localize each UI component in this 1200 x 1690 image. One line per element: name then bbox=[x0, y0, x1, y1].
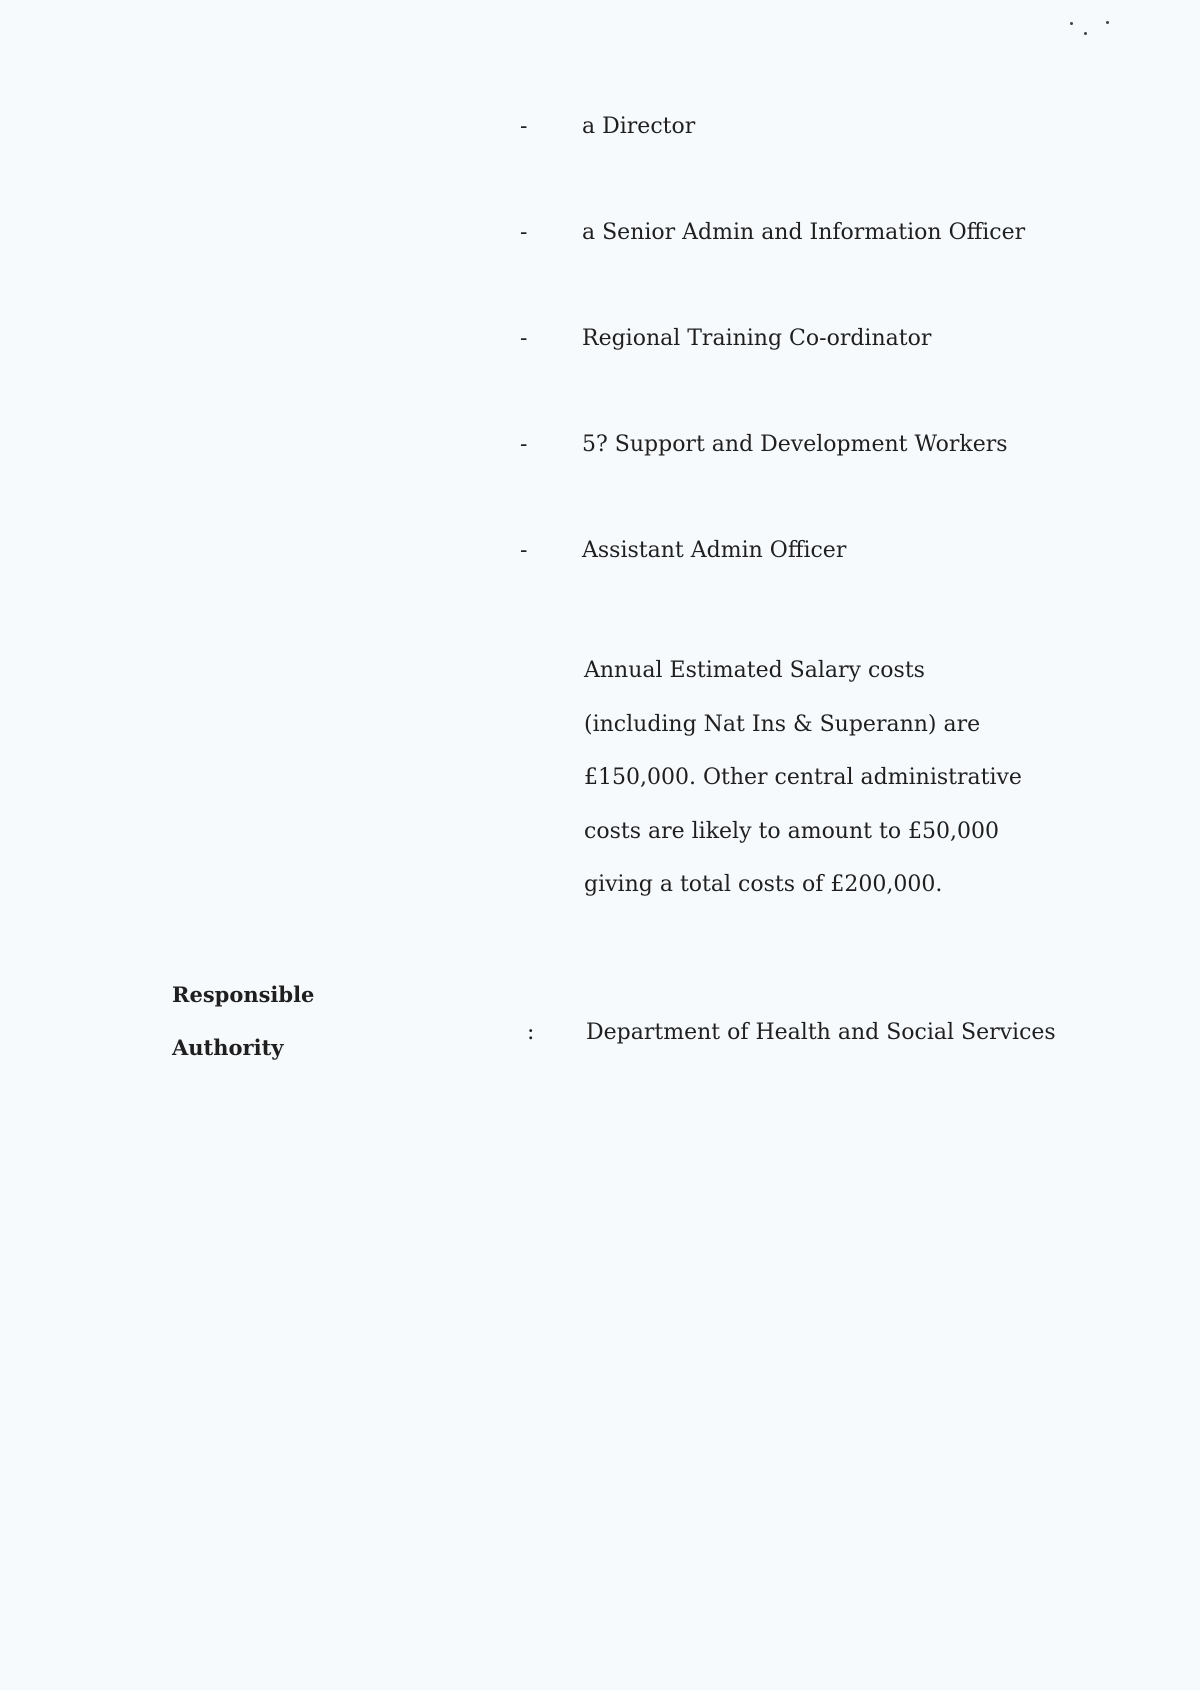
responsible-authority-value: Department of Health and Social Services bbox=[586, 1020, 1056, 1045]
staff-role: a Senior Admin and Information Officer bbox=[582, 220, 1026, 245]
label-line: Authority bbox=[172, 1035, 284, 1060]
staff-role: 5? Support and Development Workers bbox=[582, 432, 1008, 457]
cost-line: costs are likely to amount to £50,000 bbox=[584, 818, 1000, 844]
cost-line: (including Nat Ins & Superann) are bbox=[584, 711, 981, 737]
speck bbox=[1084, 32, 1087, 35]
cost-line: £150,000. Other central administrative bbox=[584, 765, 1022, 790]
responsible-authority-label bbox=[172, 968, 314, 1074]
list-dash: - bbox=[520, 326, 528, 351]
list-dash: - bbox=[520, 538, 528, 563]
list-dash: - bbox=[520, 114, 528, 139]
list-dash: - bbox=[520, 220, 528, 245]
cost-paragraph bbox=[584, 644, 1104, 912]
staff-role: a Director bbox=[582, 114, 696, 139]
staff-role: Assistant Admin Officer bbox=[582, 538, 847, 563]
scan-specks bbox=[1060, 18, 1140, 48]
staff-role: Regional Training Co-ordinator bbox=[582, 326, 932, 351]
speck bbox=[1070, 22, 1073, 25]
list-dash: - bbox=[520, 432, 528, 457]
cost-line: Annual Estimated Salary costs bbox=[584, 658, 925, 683]
speck bbox=[1106, 21, 1109, 24]
cost-line: giving a total costs of £200,000. bbox=[584, 872, 943, 897]
label-line: Responsible bbox=[172, 982, 315, 1007]
label-separator: : bbox=[527, 1020, 535, 1045]
